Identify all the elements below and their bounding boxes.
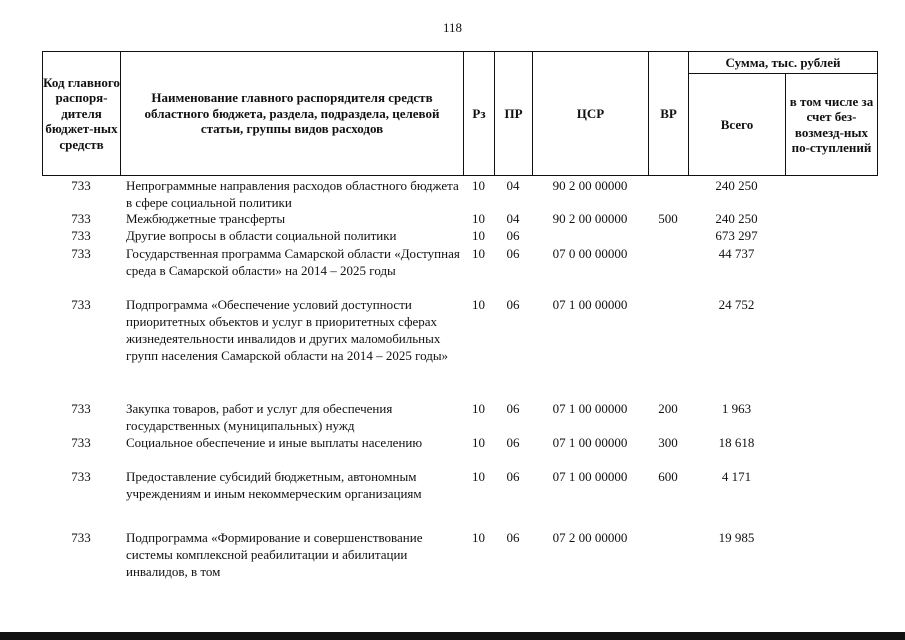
- row-csr: 07 1 00 00000: [552, 401, 628, 416]
- row-csr: 07 1 00 00000: [552, 297, 628, 312]
- row-total: 19 985: [718, 530, 755, 545]
- row-name: Непрограммные направления расходов областного бюджета в сфере социальной политики: [126, 178, 459, 210]
- header-total: Всего: [720, 116, 754, 132]
- row-csr: 07 2 00 00000: [552, 530, 628, 545]
- row-name: Государственная программа Самарской области «Доступная среда в Самарской области» на 2014 – 2025 годы: [126, 246, 460, 278]
- row-vr: 200: [658, 401, 678, 416]
- row-pr: 06: [506, 297, 520, 312]
- row-code: 733: [71, 228, 91, 243]
- row-csr: 07 0 00 00000: [552, 246, 628, 261]
- header-pr: ПР: [504, 105, 523, 121]
- row-rz: 10: [472, 246, 485, 261]
- row-name: Подпрограмма «Обеспечение условий доступности приоритетных объектов и услуг в приоритетных сферах жизнедеятельности инвалидов и других маломобильных групп населения Самарской области на 2014 – 2025 годы»: [126, 297, 449, 363]
- header-csr: ЦСР: [576, 105, 605, 121]
- row-name: Закупка товаров, работ и услуг для обеспечения государственных (муниципальных) нужд: [126, 401, 393, 433]
- row-rz: 10: [472, 211, 485, 226]
- row-rz: 10: [472, 401, 485, 416]
- row-pr: 06: [506, 469, 520, 484]
- row-rz: 10: [472, 530, 485, 545]
- row-vr: 300: [658, 435, 678, 450]
- row-pr: 04: [506, 211, 520, 226]
- row-code: 733: [71, 246, 91, 261]
- row-name: Другие вопросы в области социальной политики: [126, 228, 397, 243]
- page-number: 118: [442, 20, 463, 35]
- row-total: 44 737: [718, 246, 755, 261]
- header-name: Наименование главного распорядителя средств областного бюджета, раздела, подраздела, целевой статьи, группы видов расходов: [144, 90, 440, 137]
- row-code: 733: [71, 211, 91, 226]
- scan-edge-bar: [0, 632, 905, 640]
- row-code: 733: [71, 178, 91, 193]
- row-pr: 06: [506, 228, 520, 243]
- row-name: Социальное обеспечение и иные выплаты населению: [126, 435, 423, 450]
- row-total: 24 752: [718, 297, 755, 312]
- row-code: 733: [71, 530, 91, 545]
- row-total: 18 618: [718, 435, 755, 450]
- row-code: 733: [71, 469, 91, 484]
- row-pr: 06: [506, 530, 520, 545]
- row-vr: 600: [658, 469, 678, 484]
- row-name: Предоставление субсидий бюджетным, автономным учреждениям и иным некоммерческим организациям: [126, 469, 422, 501]
- row-total: 1 963: [721, 401, 752, 416]
- row-total: 240 250: [715, 178, 758, 193]
- row-code: 733: [71, 401, 91, 416]
- row-code: 733: [71, 297, 91, 312]
- row-csr: 90 2 00 00000: [552, 178, 628, 193]
- row-total: 4 171: [721, 469, 752, 484]
- header-rz: Рз: [472, 105, 486, 121]
- row-name: Межбюджетные трансферты: [126, 211, 286, 226]
- row-vr: 500: [658, 211, 678, 226]
- row-rz: 10: [472, 469, 485, 484]
- row-rz: 10: [472, 435, 485, 450]
- header-incl: в том числе за счет без-возмезд-ных по-ступлений: [789, 93, 874, 155]
- row-total: 240 250: [715, 211, 758, 226]
- row-rz: 10: [472, 228, 485, 243]
- header-code: Код главного распоря-дителя бюджет-ных средств: [43, 74, 120, 152]
- row-pr: 06: [506, 246, 520, 261]
- row-pr: 04: [506, 178, 520, 193]
- header-sum-group: Сумма, тыс. рублей: [725, 54, 841, 70]
- row-csr: 90 2 00 00000: [552, 211, 628, 226]
- row-rz: 10: [472, 178, 485, 193]
- row-total: 673 297: [715, 228, 758, 243]
- row-csr: 07 1 00 00000: [552, 469, 628, 484]
- row-pr: 06: [506, 401, 520, 416]
- row-csr: 07 1 00 00000: [552, 435, 628, 450]
- header-vr: ВР: [660, 105, 677, 121]
- row-code: 733: [71, 435, 91, 450]
- row-rz: 10: [472, 297, 485, 312]
- row-name: Подпрограмма «Формирование и совершенствование системы комплексной реабилитации и абилитации инвалидов, в том: [126, 530, 423, 579]
- row-pr: 06: [506, 435, 520, 450]
